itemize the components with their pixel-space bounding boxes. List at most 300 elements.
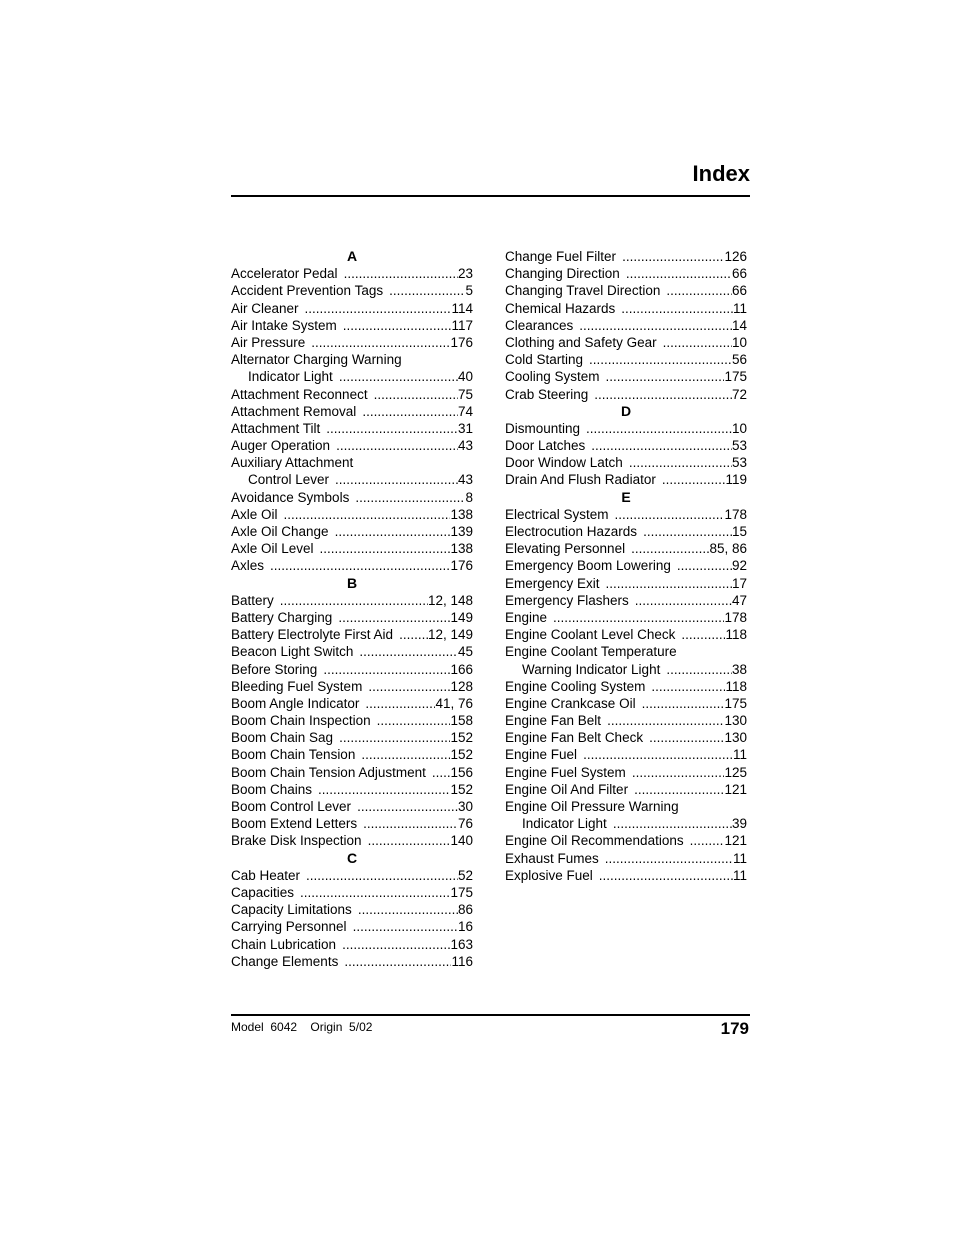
- dot-leader: [368, 678, 450, 695]
- dot-leader: [355, 489, 465, 506]
- index-entry: [231, 540, 473, 557]
- index-term: Door Latches: [505, 438, 586, 454]
- dot-leader: [606, 368, 725, 385]
- index-entry: [231, 901, 473, 918]
- index-entry: [231, 729, 473, 746]
- index-term: Battery: [231, 592, 274, 608]
- dot-leader: [594, 386, 732, 403]
- index-page-ref: 121: [724, 781, 747, 797]
- index-term: Avoidance Symbols: [231, 489, 350, 505]
- index-entry: [505, 300, 747, 317]
- index-term: Drain And Flush Radiator: [505, 472, 656, 488]
- index-entry: [231, 386, 473, 403]
- index-term: Electrical System: [505, 506, 609, 522]
- index-page-ref: 116: [451, 953, 473, 969]
- dot-leader: [374, 386, 458, 403]
- index-page-ref: 11: [732, 747, 747, 763]
- index-page-ref: 138: [450, 506, 473, 522]
- index-term: Cold Starting: [505, 352, 584, 368]
- index-term: Indicator Light: [522, 816, 607, 832]
- index-page-ref: 43: [457, 472, 473, 488]
- dot-leader: [323, 661, 450, 678]
- index-term: Engine Crankcase Oil: [505, 695, 636, 711]
- index-entry: [231, 884, 473, 901]
- dot-leader: [666, 282, 732, 299]
- dot-leader: [365, 695, 435, 712]
- dot-leader: [353, 918, 458, 935]
- index-term: Dismounting: [505, 420, 581, 436]
- index-entry: [231, 368, 473, 385]
- page-number: 179: [720, 1019, 749, 1038]
- index-term: Chemical Hazards: [505, 300, 616, 316]
- index-entry: [231, 471, 473, 488]
- dot-leader: [626, 265, 732, 282]
- title-rule: [231, 195, 750, 197]
- dot-leader: [368, 832, 451, 849]
- dot-leader: [613, 815, 732, 832]
- index-entry: [231, 523, 473, 540]
- index-entry: [505, 420, 747, 437]
- index-page-ref: 92: [731, 558, 747, 574]
- index-page-ref: 85, 86: [709, 541, 747, 557]
- index-page-ref: 152: [450, 730, 473, 746]
- index-entry: [505, 643, 747, 660]
- index-entry: [231, 867, 473, 884]
- index-entry: [231, 781, 473, 798]
- dot-leader: [677, 557, 732, 574]
- index-page-ref: 52: [457, 867, 473, 883]
- index-entry: [231, 678, 473, 695]
- index-term: Boom Chain Tension Adjustment: [231, 764, 426, 780]
- index-term: Axles: [231, 558, 265, 574]
- index-page-ref: 130: [724, 730, 747, 746]
- index-page-ref: 66: [731, 266, 747, 282]
- index-entry: [505, 815, 747, 832]
- index-page-ref: 53: [731, 438, 747, 454]
- dot-leader: [359, 643, 458, 660]
- index-entry: [231, 437, 473, 454]
- index-page-ref: 175: [724, 695, 747, 711]
- index-entry: [505, 351, 747, 368]
- index-entry: [505, 867, 747, 884]
- index-page-ref: 178: [724, 609, 747, 625]
- dot-leader: [339, 368, 458, 385]
- index-page-ref: 139: [450, 524, 473, 539]
- index-page-ref: 176: [450, 558, 473, 574]
- index-term: Engine Coolant Level Check: [505, 627, 676, 643]
- dot-leader: [326, 420, 458, 437]
- dot-leader: [284, 506, 451, 523]
- index-entry: [231, 609, 473, 626]
- index-term: Engine Fan Belt Check: [505, 730, 644, 746]
- index-page-ref: 53: [731, 455, 747, 471]
- index-entry: [231, 420, 473, 437]
- dot-leader: [629, 454, 732, 471]
- dot-leader: [362, 403, 458, 420]
- dot-leader: [606, 575, 732, 592]
- index-term: Boom Extend Letters: [231, 816, 358, 832]
- section-letter: C: [346, 849, 358, 866]
- index-entry: [231, 282, 473, 299]
- index-term: Changing Direction: [505, 266, 620, 282]
- footer-model-info: Model 6042 Origin 5/02: [231, 1020, 373, 1034]
- index-entry: [505, 557, 747, 574]
- dot-leader: [622, 248, 724, 265]
- index-term: Elevating Personnel: [505, 541, 626, 557]
- dot-leader: [305, 300, 452, 317]
- index-page-ref: 10: [731, 420, 747, 436]
- index-page-ref: 40: [457, 369, 473, 385]
- index-page-ref: 138: [450, 541, 473, 557]
- index-entry: [505, 575, 747, 592]
- dot-leader: [632, 764, 725, 781]
- index-term: Door Window Latch: [505, 455, 623, 471]
- index-term: Air Intake System: [231, 317, 337, 333]
- index-page-ref: 8: [465, 489, 473, 505]
- index-term: Attachment Reconnect: [231, 386, 368, 402]
- dot-leader: [649, 729, 724, 746]
- index-page-ref: 149: [450, 609, 473, 625]
- index-entry: [231, 626, 473, 643]
- dot-leader: [432, 764, 451, 781]
- index-entry: [231, 798, 473, 815]
- dot-leader: [621, 300, 733, 317]
- index-page-ref: 38: [731, 661, 747, 677]
- index-entry: [231, 764, 473, 781]
- index-entry: [231, 265, 473, 282]
- index-term: Emergency Flashers: [505, 592, 629, 608]
- index-entry: [505, 471, 747, 488]
- index-term: Beacon Light Switch: [231, 644, 354, 660]
- dot-leader: [270, 557, 450, 574]
- index-entry: [505, 282, 747, 299]
- index-page-ref: 119: [725, 472, 747, 488]
- index-entry: [231, 506, 473, 523]
- section-letter: D: [620, 402, 632, 419]
- index-term: Change Elements: [231, 953, 339, 969]
- dot-leader: [335, 471, 458, 488]
- index-term: Chain Lubrication: [231, 936, 337, 952]
- index-term: Engine Coolant Temperature: [505, 644, 677, 660]
- index-entry: [505, 523, 747, 540]
- index-entry: [231, 334, 473, 351]
- index-entry: [505, 454, 747, 471]
- index-page-ref: 17: [731, 575, 747, 591]
- dot-leader: [615, 506, 725, 523]
- index-entry: [231, 815, 473, 832]
- index-entry: [505, 609, 747, 626]
- index-page-ref: 117: [451, 317, 473, 333]
- index-term: Boom Chain Tension: [231, 747, 356, 763]
- index-entry: [231, 317, 473, 334]
- index-entry: [505, 334, 747, 351]
- dot-leader: [389, 282, 465, 299]
- dot-leader: [631, 540, 709, 557]
- dot-leader: [642, 695, 725, 712]
- index-entry: [505, 368, 747, 385]
- index-page-ref: 72: [731, 386, 747, 402]
- index-term: Electrocution Hazards: [505, 524, 638, 539]
- dot-leader: [591, 437, 732, 454]
- index-term: Axle Oil Level: [231, 541, 314, 557]
- dot-leader: [634, 781, 724, 798]
- index-page-ref: 12, 148: [427, 592, 473, 608]
- index-term: Axle Oil: [231, 506, 278, 522]
- index-entry: [505, 695, 747, 712]
- index-page-ref: 66: [731, 283, 747, 299]
- index-term: Engine Oil And Filter: [505, 781, 629, 797]
- dot-leader: [300, 884, 450, 901]
- index-page-ref: 156: [450, 764, 473, 780]
- index-page-ref: 121: [724, 833, 747, 849]
- index-term: Emergency Exit: [505, 575, 600, 591]
- index-page-ref: 41, 76: [435, 695, 473, 711]
- index-page-ref: 31: [457, 420, 473, 436]
- index-entry: [231, 403, 473, 420]
- index-page-ref: 163: [450, 936, 473, 952]
- dot-leader: [336, 437, 458, 454]
- index-page-ref: 175: [724, 369, 747, 385]
- index-entry: [505, 248, 747, 265]
- index-page-ref: 126: [724, 249, 747, 264]
- index-entry: [505, 798, 747, 815]
- index-term: Battery Electrolyte First Aid: [231, 627, 394, 643]
- index-page-ref: 152: [450, 781, 473, 797]
- dot-leader: [338, 609, 450, 626]
- index-term: Before Storing: [231, 661, 318, 677]
- index-entry: [505, 265, 747, 282]
- index-term: Changing Travel Direction: [505, 283, 661, 299]
- dot-leader: [343, 317, 452, 334]
- index-term: Alternator Charging Warning: [231, 352, 402, 368]
- index-entry: [505, 506, 747, 523]
- index-entry: [505, 712, 747, 729]
- index-entry: [505, 746, 747, 763]
- index-entry: [231, 936, 473, 953]
- index-term: Exhaust Fumes: [505, 850, 599, 866]
- index-term: Axle Oil Change: [231, 524, 329, 539]
- dot-leader: [663, 334, 732, 351]
- dot-leader: [605, 850, 733, 867]
- index-page-ref: 11: [732, 850, 747, 866]
- index-term: Cab Heater: [231, 867, 301, 883]
- index-term: Boom Control Lever: [231, 799, 352, 814]
- index-term: Crab Steering: [505, 386, 589, 402]
- index-page-ref: 76: [457, 816, 473, 832]
- index-term: Bleeding Fuel System: [231, 678, 363, 694]
- index-page-ref: 118: [725, 678, 747, 694]
- section-letter: E: [621, 488, 631, 505]
- index-page-ref: 75: [457, 386, 473, 402]
- index-term: Explosive Fuel: [505, 867, 593, 883]
- index-term: Engine Cooling System: [505, 678, 646, 694]
- section-letter: A: [346, 248, 358, 264]
- index-page-ref: 166: [450, 661, 473, 677]
- index-page-ref: 43: [457, 438, 473, 454]
- dot-leader: [690, 832, 725, 849]
- index-entry: [505, 764, 747, 781]
- index-entry: [505, 317, 747, 334]
- index-page-ref: 56: [731, 352, 747, 368]
- dot-leader: [635, 592, 732, 609]
- dot-leader: [344, 265, 458, 282]
- index-entry: [231, 832, 473, 849]
- dot-leader: [306, 867, 458, 884]
- index-page-ref: 11: [732, 300, 747, 316]
- index-entry: [231, 592, 473, 609]
- index-entry: [505, 626, 747, 643]
- index-page-ref: 5: [465, 283, 473, 299]
- dot-leader: [358, 901, 458, 918]
- dot-leader: [586, 420, 732, 437]
- dot-leader: [681, 626, 725, 643]
- dot-leader: [643, 523, 732, 540]
- dot-leader: [553, 609, 724, 626]
- index-page-ref: 16: [457, 919, 473, 935]
- dot-leader: [318, 781, 450, 798]
- index-term: Boom Chain Inspection: [231, 713, 371, 729]
- index-term: Attachment Tilt: [231, 420, 321, 436]
- index-entry: [231, 695, 473, 712]
- index-entry: [231, 300, 473, 317]
- index-page-ref: 39: [731, 816, 747, 832]
- index-page-ref: 152: [450, 747, 473, 763]
- section-letter: B: [346, 574, 358, 591]
- index-page-ref: 47: [731, 592, 747, 608]
- index-entry: [231, 918, 473, 935]
- index-term: Engine Oil Recommendations: [505, 833, 684, 849]
- index-entry: [505, 832, 747, 849]
- index-page-ref: 128: [450, 678, 473, 694]
- index-page-ref: 10: [731, 334, 747, 350]
- index-term: Engine Fan Belt: [505, 713, 602, 729]
- index-entry: [505, 678, 747, 695]
- index-entry: [505, 386, 747, 403]
- index-term: Carrying Personnel: [231, 919, 347, 935]
- index-entry: [505, 592, 747, 609]
- index-page-ref: 30: [457, 799, 473, 814]
- index-term: Emergency Boom Lowering: [505, 558, 671, 574]
- index-entry: [231, 953, 473, 970]
- index-page-ref: 140: [450, 833, 473, 849]
- index-entry: [505, 661, 747, 678]
- dot-leader: [342, 936, 450, 953]
- index-entry: [231, 351, 473, 368]
- index-page-ref: 158: [450, 713, 473, 729]
- page-title: Index: [692, 161, 750, 186]
- index-term: Control Lever: [248, 472, 330, 488]
- index-term: Boom Angle Indicator: [231, 695, 360, 711]
- dot-leader: [320, 540, 451, 557]
- dot-leader: [579, 317, 732, 334]
- index-term: Cooling System: [505, 369, 600, 385]
- footer-rule: [231, 1014, 750, 1016]
- index-page-ref: 45: [457, 644, 473, 660]
- dot-leader: [311, 334, 450, 351]
- dot-leader: [399, 626, 428, 643]
- dot-leader: [335, 523, 451, 540]
- dot-leader: [589, 351, 732, 368]
- index-column-left: [231, 248, 473, 970]
- index-term: Attachment Removal: [231, 403, 357, 419]
- index-term: Engine Oil Pressure Warning: [505, 799, 679, 814]
- index-term: Battery Charging: [231, 609, 333, 625]
- index-entry: [231, 746, 473, 763]
- index-term: Accident Prevention Tags: [231, 283, 384, 299]
- dot-leader: [361, 746, 450, 763]
- index-entry: [231, 643, 473, 660]
- index-term: Engine Fuel: [505, 747, 578, 763]
- dot-leader: [357, 798, 458, 815]
- dot-leader: [651, 678, 725, 695]
- index-term: Auger Operation: [231, 438, 331, 454]
- index-term: Boom Chain Sag: [231, 730, 334, 746]
- dot-leader: [377, 712, 451, 729]
- index-page-ref: 176: [450, 334, 473, 350]
- index-term: Auxiliary Attachment: [231, 455, 354, 471]
- index-term: Clothing and Safety Gear: [505, 334, 657, 350]
- index-entry: [231, 454, 473, 471]
- index-term: Air Pressure: [231, 334, 306, 350]
- index-term: Brake Disk Inspection: [231, 833, 362, 849]
- index-entry: [231, 489, 473, 506]
- index-entry: [505, 781, 747, 798]
- index-page-ref: 23: [457, 266, 473, 282]
- dot-leader: [666, 661, 732, 678]
- index-term: Engine: [505, 609, 548, 625]
- index-page-ref: 130: [724, 713, 747, 729]
- index-page-ref: 175: [450, 884, 473, 900]
- index-page-ref: 114: [451, 300, 473, 316]
- index-term: Indicator Light: [248, 369, 333, 385]
- index-entry: [231, 661, 473, 678]
- index-term: Capacities: [231, 884, 295, 900]
- index-term: Warning Indicator Light: [522, 661, 661, 677]
- index-term: Engine Fuel System: [505, 764, 626, 780]
- index-page-ref: 14: [731, 317, 747, 333]
- index-term: Change Fuel Filter: [505, 249, 617, 264]
- dot-leader: [599, 867, 733, 884]
- index-term: Clearances: [505, 317, 574, 333]
- dot-leader: [344, 953, 451, 970]
- index-page-ref: 125: [724, 764, 747, 780]
- dot-leader: [280, 592, 428, 609]
- index-page-ref: 12, 149: [427, 627, 473, 643]
- index-entry: [505, 437, 747, 454]
- index-entry: [505, 850, 747, 867]
- index-term: Accelerator Pedal: [231, 266, 338, 282]
- dot-leader: [339, 729, 450, 746]
- dot-leader: [662, 471, 726, 488]
- dot-leader: [363, 815, 458, 832]
- index-page-ref: 15: [731, 524, 747, 539]
- index-term: Boom Chains: [231, 781, 313, 797]
- index-term: Air Cleaner: [231, 300, 299, 316]
- index-page-ref: 118: [725, 627, 747, 643]
- index-entry: [505, 540, 747, 557]
- index-column-right: [505, 248, 747, 884]
- index-entry: [505, 729, 747, 746]
- index-page-ref: 74: [457, 403, 473, 419]
- dot-leader: [583, 746, 733, 763]
- index-entry: [231, 712, 473, 729]
- dot-leader: [607, 712, 724, 729]
- index-page-ref: 11: [732, 867, 747, 883]
- index-page-ref: 178: [724, 506, 747, 522]
- index-page-ref: 86: [457, 902, 473, 918]
- index-term: Capacity Limitations: [231, 902, 352, 918]
- index-entry: [231, 557, 473, 574]
